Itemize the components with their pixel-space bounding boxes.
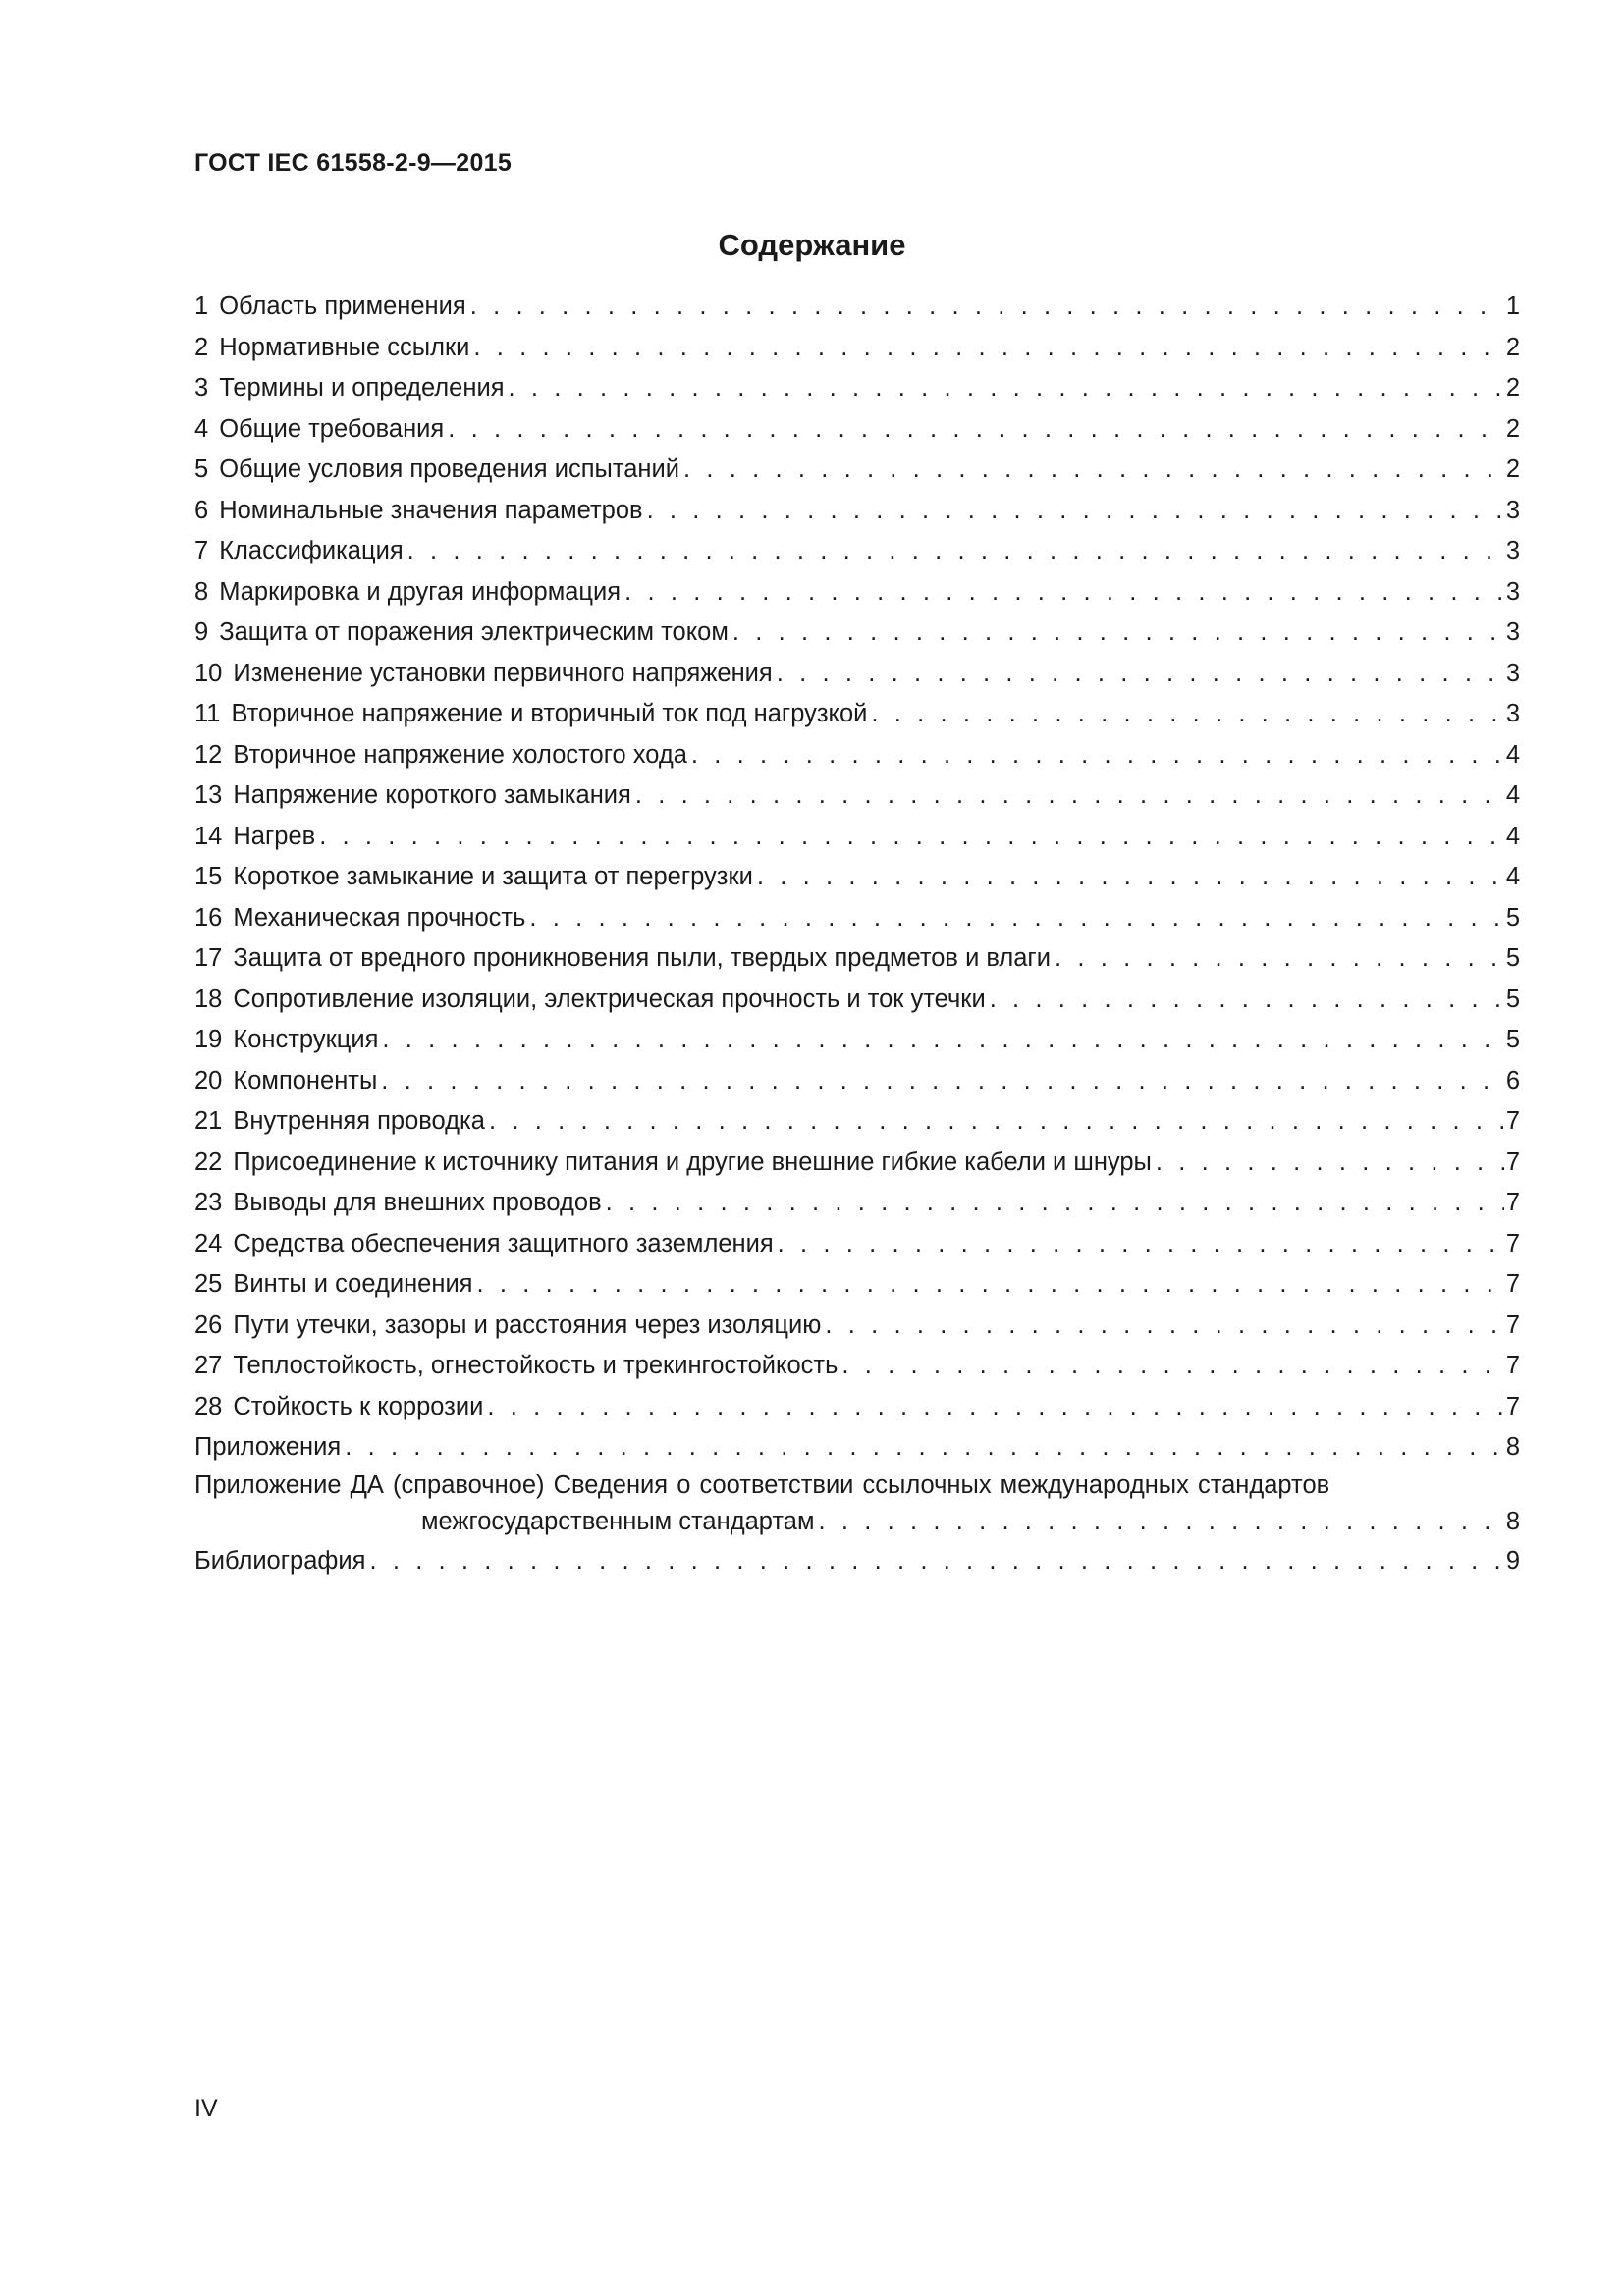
toc-item-number: 22 [194, 1148, 223, 1176]
toc-item-page: 2 [1505, 333, 1520, 361]
toc-item-page: 7 [1505, 1148, 1520, 1176]
toc-item-number: 5 [194, 455, 209, 483]
toc-leader-dots [871, 694, 1503, 735]
toc-item-bibliography[interactable] [194, 1541, 1520, 1582]
toc-item-number: 12 [194, 740, 223, 769]
toc-item-title: Маркировка и другая информация [219, 577, 622, 606]
toc-leader-dots [825, 1306, 1503, 1347]
toc-item-21[interactable] [194, 1101, 1520, 1143]
page-number: IV [194, 2095, 218, 2122]
toc-item-26[interactable] [194, 1306, 1520, 1347]
toc-item-9[interactable] [194, 613, 1520, 654]
toc-item-title: Напряжение короткого замыкания [233, 781, 631, 809]
toc-leader-dots [529, 898, 1503, 939]
toc-item-page: 3 [1505, 537, 1520, 564]
toc-item-page: 4 [1505, 740, 1520, 769]
toc-item-number: 11 [194, 700, 221, 727]
toc-item-16[interactable] [194, 898, 1520, 939]
toc-item-title: Сопротивление изоляции, электрическая прочность и ток утечки [233, 985, 986, 1013]
toc-item-label [194, 980, 986, 1021]
toc-item-label [194, 1346, 838, 1387]
toc-item-title: Общие условия проведения испытаний [219, 455, 679, 483]
toc-item-number: 13 [194, 781, 223, 809]
toc-item-number: 3 [194, 374, 209, 401]
toc-item-page: 3 [1505, 700, 1520, 727]
toc-item-title: Внутренняя проводка [233, 1107, 485, 1135]
toc-item-10[interactable] [194, 654, 1520, 695]
toc-item-page: 9 [1505, 1546, 1520, 1575]
toc-item-title: Классификация [219, 537, 404, 564]
toc-item-number: 23 [194, 1189, 223, 1216]
toc-item-page: 8 [1505, 1507, 1520, 1535]
toc-item-title: Механическая прочность [233, 903, 526, 932]
toc-leader-dots [489, 1101, 1504, 1143]
toc-item-label [194, 450, 679, 491]
toc-item-8[interactable] [194, 572, 1520, 614]
toc-item-number: 6 [194, 496, 209, 524]
toc-leader-dots [777, 654, 1504, 695]
toc-item-24[interactable] [194, 1224, 1520, 1265]
toc-item-7[interactable] [194, 531, 1520, 572]
toc-item-1[interactable] [194, 287, 1520, 328]
toc-item-title: Нормативные ссылки [219, 333, 470, 361]
toc-item-page: 4 [1505, 863, 1520, 890]
toc-leader-dots [683, 450, 1504, 491]
toc-item-label [194, 775, 631, 817]
toc-item-page: 5 [1505, 903, 1520, 932]
toc-item-title-line1: Приложение ДА (справочное) Сведения о соответствии ссылочных международных стандартов [194, 1470, 1330, 1499]
toc-item-number: 17 [194, 944, 223, 972]
toc-item-label [194, 898, 525, 939]
toc-item-19[interactable] [194, 1020, 1520, 1061]
toc-item-12[interactable] [194, 735, 1520, 776]
toc-item-label [194, 938, 1051, 980]
toc-item-14[interactable] [194, 817, 1520, 858]
toc-item-page: 7 [1505, 1270, 1520, 1298]
toc-item-3[interactable] [194, 368, 1520, 409]
toc-leader-dots [757, 857, 1504, 898]
toc-leader-dots [448, 409, 1504, 451]
toc-item-number: 14 [194, 822, 223, 850]
toc-item-number: 24 [194, 1229, 223, 1257]
toc-item-number: 25 [194, 1270, 223, 1298]
toc-item-page: 3 [1505, 496, 1520, 524]
toc-item-25[interactable] [194, 1264, 1520, 1306]
toc-item-page: 5 [1505, 944, 1520, 972]
toc-leader-dots [345, 1427, 1504, 1468]
toc-item-title: Пути утечки, зазоры и расстояния через изоляцию [233, 1310, 822, 1339]
toc-item-5[interactable] [194, 450, 1520, 491]
toc-item-number: 8 [194, 577, 209, 606]
toc-item-label [194, 694, 867, 735]
toc-item-title: Общие требования [219, 414, 445, 443]
toc-item-number: 27 [194, 1352, 223, 1379]
toc-item-page: 7 [1505, 1229, 1520, 1257]
toc-item-page: 5 [1505, 985, 1520, 1013]
toc-item-label [194, 328, 469, 369]
toc-item-label [194, 287, 466, 328]
toc-item-6[interactable] [194, 491, 1520, 532]
toc-item-label [194, 1101, 485, 1143]
toc-item-4[interactable] [194, 409, 1520, 451]
toc-item-label [194, 1264, 473, 1306]
toc-item-20[interactable] [194, 1061, 1520, 1102]
toc-item-number: 9 [194, 618, 209, 646]
toc-item-title: Конструкция [233, 1026, 379, 1053]
toc-item-number: 16 [194, 903, 223, 932]
toc-item-2[interactable] [194, 328, 1520, 369]
toc-leader-dots [477, 1264, 1504, 1306]
toc-leader-dots [470, 287, 1504, 328]
toc-item-page: 3 [1505, 659, 1520, 687]
toc-item-page: 4 [1505, 781, 1520, 809]
toc-leader-dots [624, 572, 1504, 614]
toc-item-label [194, 1387, 483, 1428]
toc-item-title: Короткое замыкание и защита от перегрузки [233, 863, 753, 890]
toc-item-page: 1 [1505, 293, 1520, 320]
toc-item-title: Вторичное напряжение холостого хода [233, 740, 687, 769]
toc-item-title: Винты и соединения [233, 1270, 473, 1298]
toc-item-number: 18 [194, 985, 223, 1013]
toc-leader-dots [606, 1183, 1504, 1224]
toc-item-number: 21 [194, 1107, 223, 1135]
toc-item-page: 7 [1505, 1310, 1520, 1339]
toc-item-number: 19 [194, 1026, 223, 1053]
toc-item-title: Вторичное напряжение и вторичный ток под нагрузкой [231, 700, 868, 727]
toc-item-label [194, 817, 315, 858]
toc-item-title-line2: межгосударственным стандартам [421, 1507, 815, 1535]
toc-item-page: 8 [1505, 1433, 1520, 1461]
toc-item-label [194, 1306, 821, 1347]
toc-leader-dots [691, 735, 1504, 776]
toc-item-label [194, 572, 621, 614]
toc-item-27[interactable] [194, 1346, 1520, 1387]
toc-leader-dots [509, 368, 1504, 409]
toc-item-number: 1 [194, 293, 209, 320]
toc-entries [194, 287, 1520, 1427]
toc-item-label [194, 654, 773, 695]
toc-item-label [194, 491, 643, 532]
toc-item-page: 7 [1505, 1107, 1520, 1135]
toc-item-label [194, 1020, 378, 1061]
toc-item-title: Изменение установки первичного напряжения [233, 659, 773, 687]
toc-item-label [194, 735, 687, 776]
toc-item-label [194, 1224, 774, 1265]
toc-item-page: 7 [1505, 1189, 1520, 1216]
toc-leader-dots [841, 1346, 1503, 1387]
toc-item-title: Присоединение к источнику питания и другие внешние гибкие кабели и шнуры [233, 1148, 1152, 1176]
toc-item-number: 2 [194, 333, 209, 361]
toc-leader-dots [382, 1020, 1503, 1061]
toc-item-title: Теплостойкость, огнестойкость и трекингостойкость [233, 1352, 839, 1379]
toc-item-page: 2 [1505, 374, 1520, 401]
toc-item-label [194, 531, 404, 572]
toc-leader-dots [1156, 1143, 1504, 1184]
table-of-contents [194, 287, 1520, 1581]
toc-item-title: Область применения [219, 293, 466, 320]
toc-item-title: Приложения [194, 1433, 342, 1461]
toc-item-appendices[interactable] [194, 1427, 1520, 1468]
toc-item-title: Номинальные значения параметров [219, 496, 643, 524]
toc-item-label [194, 1143, 1152, 1184]
toc-leader-dots [319, 817, 1504, 858]
toc-title: Содержание [718, 228, 906, 262]
toc-leader-dots [1055, 938, 1504, 980]
toc-item-label [194, 857, 753, 898]
toc-leader-dots [818, 1502, 1503, 1541]
toc-leader-dots [473, 328, 1503, 369]
toc-item-18[interactable] [194, 980, 1520, 1021]
toc-item-title: Защита от поражения электрическим током [219, 618, 729, 646]
toc-item-label [194, 409, 444, 451]
toc-item-page: 4 [1505, 822, 1520, 850]
toc-item-title: Стойкость к коррозии [233, 1392, 484, 1420]
toc-item-15[interactable] [194, 857, 1520, 898]
toc-item-appendix-da[interactable] [194, 1468, 1520, 1541]
toc-item-title: Нагрев [233, 822, 316, 850]
toc-item-17[interactable] [194, 938, 1520, 980]
toc-item-title: Защита от вредного проникновения пыли, твердых предметов и влаги [233, 944, 1051, 972]
toc-item-page: 2 [1505, 414, 1520, 443]
toc-item-number: 10 [194, 659, 223, 687]
toc-item-page: 3 [1505, 618, 1520, 646]
toc-item-title: Библиография [194, 1546, 366, 1575]
toc-item-page: 3 [1505, 577, 1520, 606]
toc-leader-dots [407, 531, 1504, 572]
toc-item-number: 26 [194, 1310, 223, 1339]
toc-leader-dots [635, 775, 1504, 817]
toc-item-number: 20 [194, 1066, 223, 1095]
toc-leader-dots [381, 1061, 1504, 1102]
toc-item-label [194, 613, 729, 654]
toc-item-number: 4 [194, 414, 209, 443]
toc-item-page: 7 [1505, 1392, 1520, 1420]
toc-item-page: 7 [1505, 1352, 1520, 1379]
toc-item-label [194, 1061, 377, 1102]
toc-item-23[interactable] [194, 1183, 1520, 1224]
toc-item-number: 28 [194, 1392, 223, 1420]
toc-item-label [194, 1183, 602, 1224]
toc-item-title: Термины и определения [219, 374, 505, 401]
toc-item-page: 2 [1505, 455, 1520, 483]
toc-item-number: 7 [194, 537, 209, 564]
toc-item-13[interactable] [194, 775, 1520, 817]
toc-item-28[interactable] [194, 1387, 1520, 1428]
toc-leader-dots [732, 613, 1504, 654]
toc-leader-dots [369, 1541, 1503, 1582]
toc-item-number: 15 [194, 863, 223, 890]
document-id: ГОСТ IEC 61558-2-9—2015 [194, 149, 513, 177]
toc-leader-dots [778, 1224, 1504, 1265]
toc-item-22[interactable] [194, 1143, 1520, 1184]
toc-item-11[interactable] [194, 694, 1520, 735]
toc-item-title: Компоненты [233, 1066, 378, 1095]
toc-leader-dots [487, 1387, 1503, 1428]
toc-item-title: Выводы для внешних проводов [233, 1189, 602, 1216]
toc-leader-dots [990, 980, 1504, 1021]
toc-leader-dots [647, 491, 1504, 532]
toc-item-page: 6 [1505, 1066, 1520, 1095]
toc-item-label [194, 368, 505, 409]
toc-item-page: 5 [1505, 1026, 1520, 1053]
toc-item-title: Средства обеспечения защитного заземления [233, 1229, 774, 1257]
